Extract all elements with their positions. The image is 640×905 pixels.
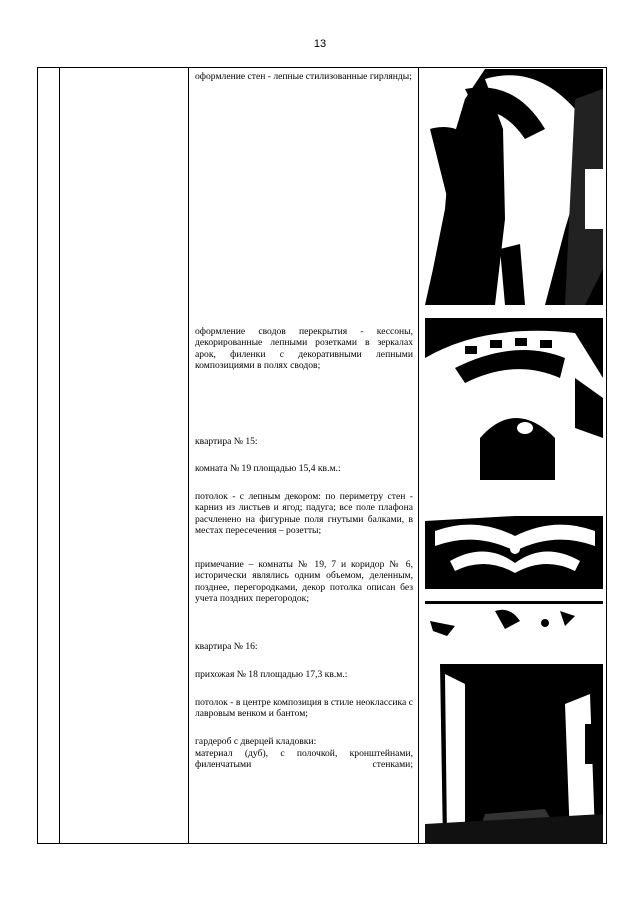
column-divider — [188, 68, 189, 843]
entry-note-rooms: примечание – комнаты № 19, 7 и коридор № 6, исторически являлись одним объемом, деленным, позднее, перегородками, декор потолка описан без учета поздних перегородок; — [195, 559, 413, 605]
ceiling-rosette-photo — [425, 601, 603, 647]
vault-caissons-photo — [425, 318, 603, 480]
column-divider — [59, 68, 60, 843]
entry-hallway-18: прихожая № 18 площадью 17,3 кв.м.: — [195, 669, 348, 680]
entry-room-19: комната № 19 площадью 15,4 кв.м.: — [195, 463, 341, 474]
entry-ceiling-room-19: потолок - с лепным декором: по периметру стен - карниз из листьев и ягод; падуга; все поле плафона расчленено на фигурные поля гнутыми балками, в местах пересечения – розетты; — [195, 491, 413, 537]
column-divider — [418, 68, 419, 843]
wall-garland-photo — [425, 69, 603, 305]
page-number: 13 — [313, 38, 327, 50]
ceiling-beams-photo — [425, 501, 603, 589]
entry-apartment-15: квартира № 15: — [195, 436, 258, 447]
inventory-table — [37, 67, 607, 844]
entry-apartment-16: квартира № 16: — [195, 641, 258, 652]
entry-wardrobe-material: материал (дуб), с полочкой, кронштейнами, филенчатыми стенками; — [195, 748, 413, 771]
entry-walls-garlands: оформление стен - лепные стилизованные гирлянды; — [195, 71, 412, 82]
entry-ceiling-hallway: потолок - в центре композиция в стиле неоклассика с лавровым венком и бантом; — [195, 697, 413, 720]
entry-vaults-caissons: оформление сводов перекрытия - кессоны, декорированные лепными розетками в зеркалах арок, филенки с декоративными лепными композициями в полях сводов; — [195, 326, 413, 372]
wardrobe-photo — [425, 664, 603, 844]
entry-wardrobe: гардероб с дверцей кладовки: — [195, 736, 317, 747]
